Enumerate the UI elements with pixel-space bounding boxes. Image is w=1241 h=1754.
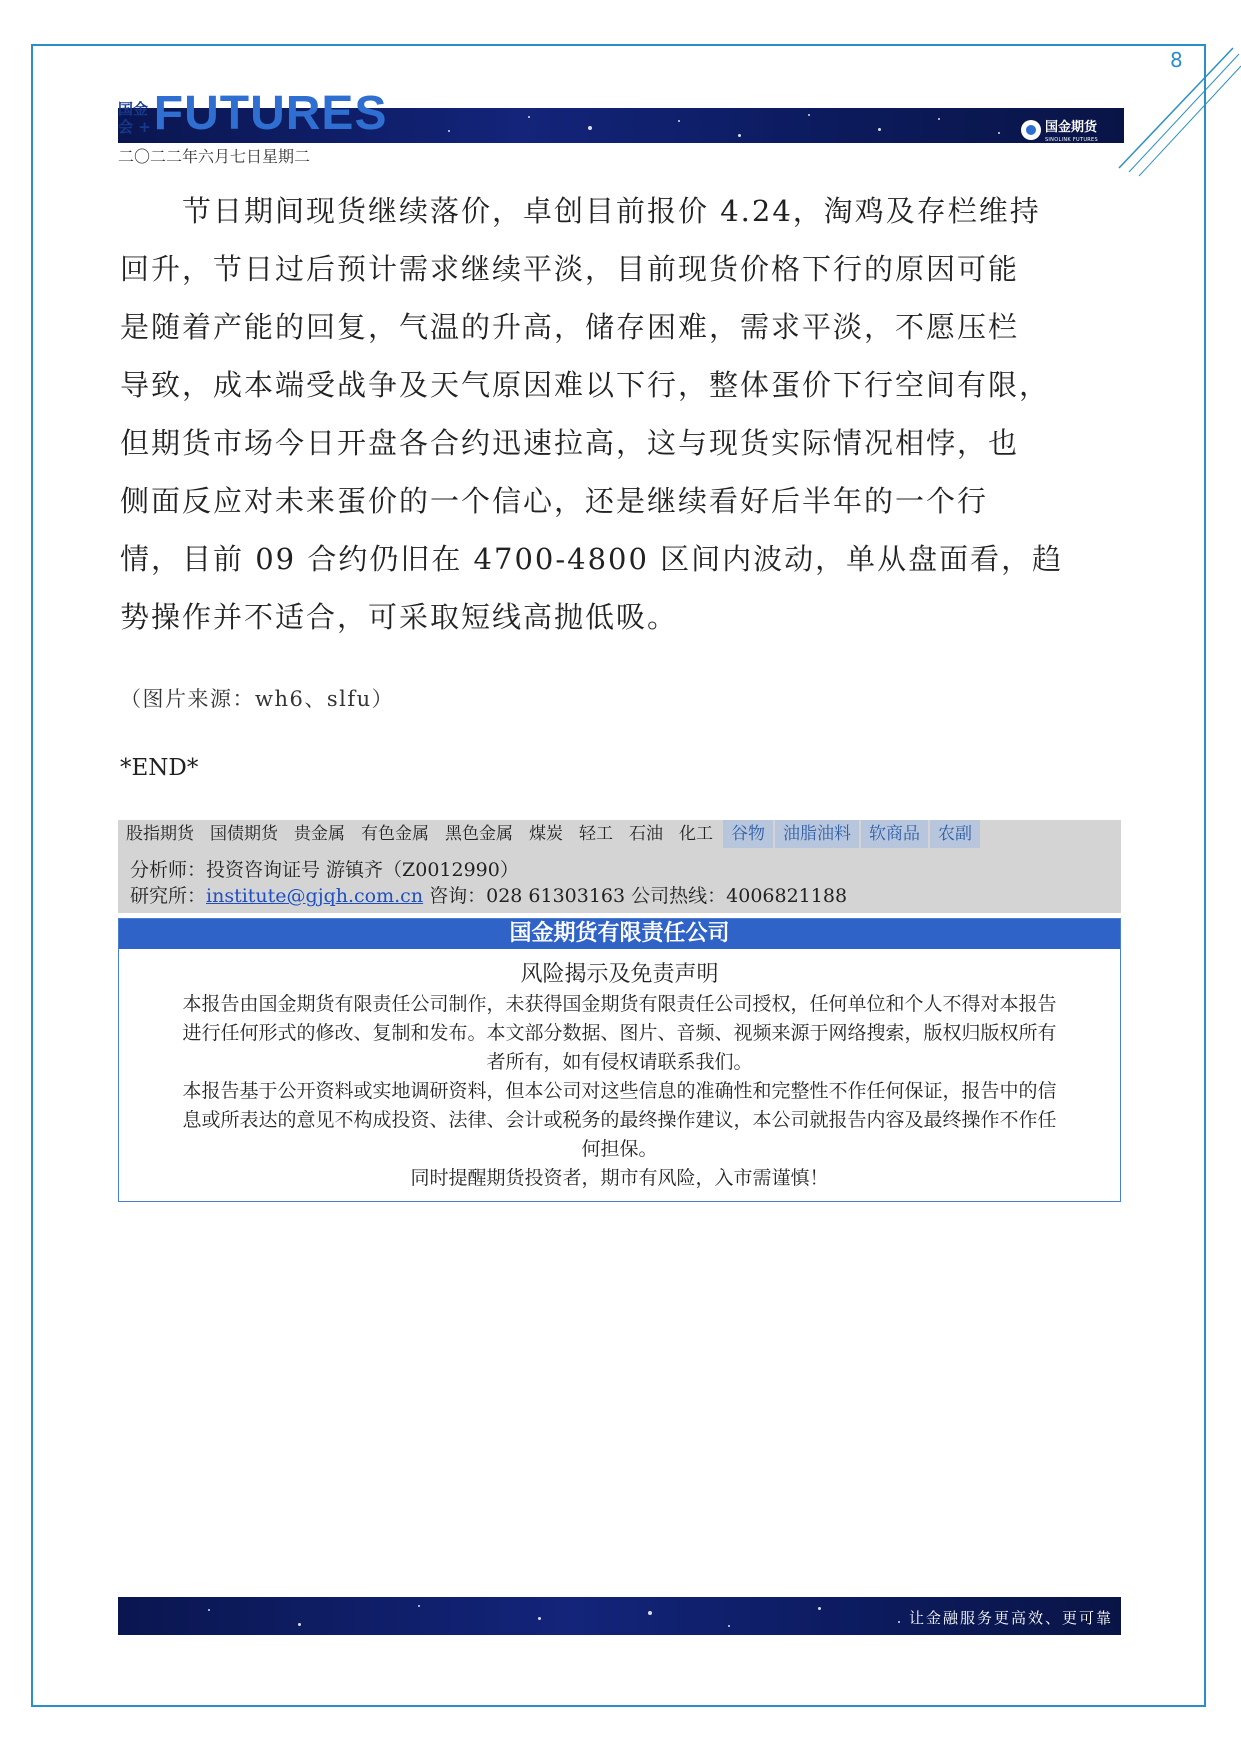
nav-item-treasury[interactable]: 国债期货 [210, 824, 278, 844]
footer-banner [118, 1597, 1121, 1635]
article-line: 侧面反应对未来蛋价的一个信心，还是继续看好后半年的一个行 [120, 484, 989, 518]
nav-item-softs[interactable]: 软商品 [861, 820, 928, 848]
report-date: 二〇二二年六月七日星期二 [118, 147, 311, 166]
brand-logo [1021, 116, 1098, 143]
consult-text: 咨询：028 61303163 公司热线：4006821188 [423, 885, 848, 907]
article-line: 节日期间现货继续落价，卓创目前报价 4.24，淘鸡及存栏维持 [120, 194, 1041, 228]
disclaimer-title: 风险揭示及免责声明 [520, 962, 719, 987]
disclaimer-line: 同时提醒期货投资者，期市有风险，入市需谨慎！ [410, 1167, 829, 1189]
disclaimer-line: 本报告由国金期货有限责任公司制作，未获得国金期货有限责任公司授权，任何单位和个人不得对本报告 [182, 993, 1057, 1015]
footer-slogan: 让金融服务更高效、更可靠 [908, 1609, 1113, 1627]
nav-item-agri-byproducts[interactable]: 农副 [930, 820, 980, 848]
article-line: 导致，成本端受战争及天气原因难以下行，整体蛋价下行空间有限， [120, 368, 1051, 402]
end-marker: *END* [120, 755, 199, 781]
disclaimer-line: 何担保。 [581, 1138, 658, 1160]
nav-item-nonferrous[interactable]: 有色金属 [361, 824, 429, 844]
category-nav [118, 820, 1121, 848]
article-body [120, 182, 1090, 646]
brand-name-en: SINOLINK FUTURES [1044, 137, 1098, 143]
institute-email-link[interactable]: institute@gjqh.com.cn [206, 885, 424, 907]
nav-item-oil[interactable]: 石油 [629, 824, 663, 844]
nav-item-stock-index[interactable]: 股指期货 [126, 824, 194, 844]
article-line: 是随着产能的回复，气温的升高，储存困难，需求平淡，不愿压栏 [120, 310, 1020, 344]
logo-en: FUTURES [153, 87, 388, 140]
brand-name-cn: 国金期货 [1044, 120, 1097, 135]
nav-item-chemicals[interactable]: 化工 [679, 824, 713, 844]
contact-info [130, 881, 847, 908]
disclaimer-line: 者所有，如有侵权请联系我们。 [486, 1051, 753, 1073]
institute-label: 研究所： [130, 885, 207, 907]
page-number: 8 [1170, 48, 1183, 72]
futures-logo [118, 86, 388, 140]
sinolink-logo-icon [1021, 120, 1041, 140]
logo-cn: 国金 会 + [118, 100, 151, 136]
nav-item-ferrous[interactable]: 黑色金属 [445, 824, 513, 844]
disclaimer-line: 息或所表达的意见不构成投资、法律、会计或税务的最终操作建议，本公司就报告内容及最终操作不作任 [182, 1109, 1057, 1131]
article-line: 势操作并不适合，可采取短线高抛低吸。 [120, 600, 679, 634]
info-block [118, 820, 1121, 913]
disclaimer-body [119, 990, 1120, 1193]
disclaimer-line: 进行任何形式的修改、复制和发布。本文部分数据、图片、音频、视频来源于网络搜索，版权归版权所有 [182, 1022, 1057, 1044]
nav-item-grains[interactable]: 谷物 [723, 820, 773, 848]
nav-item-coal[interactable]: 煤炭 [529, 824, 563, 844]
image-source: （图片来源：wh6、slfu） [120, 687, 395, 711]
article-line: 但期货市场今日开盘各合约迅速拉高，这与现货实际情况相悖，也 [120, 426, 1020, 460]
nav-item-precious-metals[interactable]: 贵金属 [294, 824, 345, 844]
disclaimer-line: 本报告基于公开资料或实地调研资料，但本公司对这些信息的准确性和完整性不作任何保证，报告中的信 [182, 1080, 1057, 1102]
article-line: 情，目前 09 合约仍旧在 4700-4800 区间内波动，单从盘面看，趋 [120, 542, 1064, 576]
company-name: 国金期货有限责任公司 [119, 919, 1120, 949]
analyst-info: 分析师：投资咨询证号 游镇齐（Z0012990） [130, 859, 519, 881]
nav-item-oilseeds[interactable]: 油脂油料 [775, 820, 859, 848]
disclaimer-box [118, 918, 1121, 1202]
article-line: 回升，节日过后预计需求继续平淡，目前现货价格下行的原因可能 [120, 252, 1020, 286]
nav-item-light-industry[interactable]: 轻工 [579, 824, 613, 844]
